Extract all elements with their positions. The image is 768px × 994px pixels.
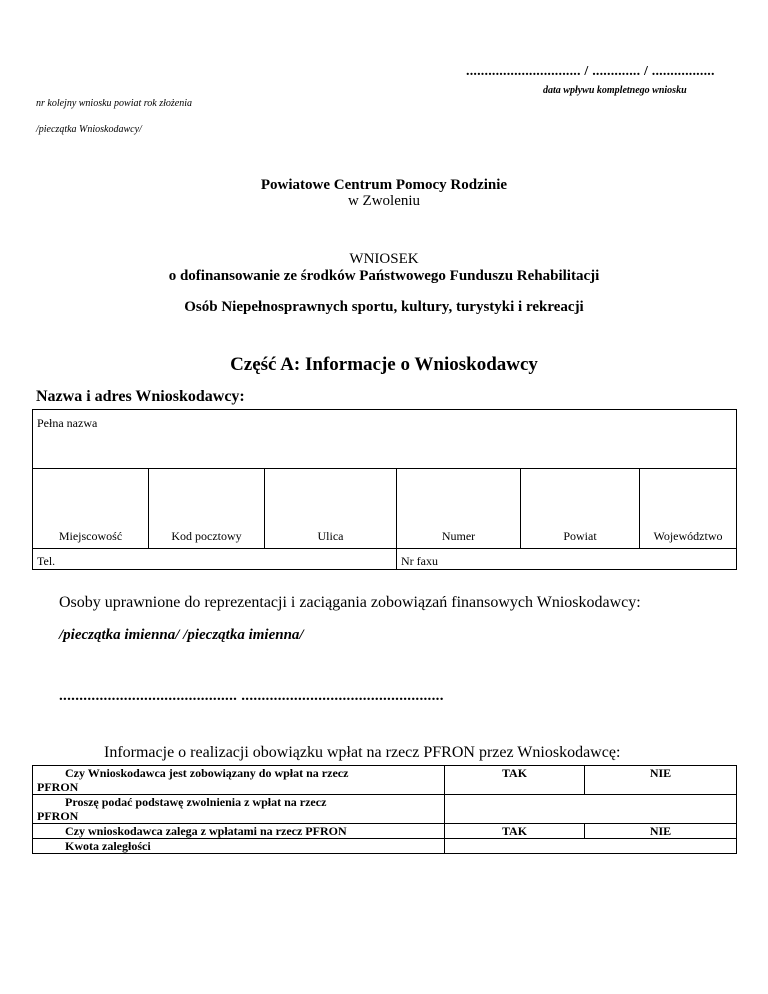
organization-city: w Zwoleniu — [347, 193, 421, 209]
phone-field[interactable] — [33, 549, 397, 570]
pfron-question-3 — [33, 824, 445, 839]
pfron-question-4 — [33, 839, 445, 854]
voivodeship-label: Województwo — [653, 529, 723, 543]
document-subtitle-2: Osób Niepełnosprawnych sportu, kultury, turystyki i rekreacji — [184, 299, 584, 315]
pfron-question-1 — [33, 766, 445, 795]
table-row — [33, 824, 737, 839]
pfron-table — [32, 765, 737, 854]
table-row — [33, 795, 737, 824]
tak-option-2[interactable]: TAK — [445, 824, 585, 839]
question-text: PFRON — [37, 780, 79, 794]
intake-date-label: data wpływu kompletnego wniosku — [543, 85, 687, 96]
phone-label: Tel. — [37, 554, 56, 568]
document-subtitle-1: o dofinansowanie ze środków Państwowego Funduszu Rehabilitacji — [168, 268, 600, 284]
table-row — [33, 766, 737, 795]
exemption-basis-field[interactable] — [445, 795, 737, 824]
applicant-stamp-label: /pieczątka Wnioskodawcy/ — [36, 124, 142, 135]
pfron-heading: Informacje o realizacji obowiązku wpłat na rzecz PFRON przez Wnioskodawcę: — [104, 744, 621, 761]
fax-field[interactable] — [397, 549, 737, 570]
tak-option-1[interactable]: TAK — [445, 766, 585, 795]
question-text: PFRON — [37, 809, 79, 823]
county-label: Powiat — [563, 529, 597, 543]
voivodeship-field[interactable] — [640, 469, 737, 549]
name-address-heading: Nazwa i adres Wnioskodawcy: — [36, 388, 245, 405]
pfron-question-2 — [33, 795, 445, 824]
postal-code-field[interactable] — [149, 469, 265, 549]
fax-label: Nr faxu — [401, 554, 438, 568]
applicant-address-table — [32, 409, 737, 570]
city-field[interactable] — [33, 469, 149, 549]
document-title: WNIOSEK — [349, 251, 419, 267]
street-field[interactable] — [265, 469, 397, 549]
table-row — [33, 839, 737, 854]
question-text: Czy wnioskodawca zalega z wpłatami na rzecz PFRON — [65, 824, 347, 838]
intake-date-dots: ............................... / ............. / ................. — [466, 64, 715, 79]
question-text: Proszę podać podstawę zwolnienia z wpłat na rzecz — [65, 795, 327, 809]
number-field[interactable] — [397, 469, 521, 549]
arrears-amount-field[interactable] — [445, 839, 737, 854]
question-text: Kwota zaległości — [65, 839, 151, 853]
full-name-field[interactable] — [33, 410, 737, 469]
street-label: Ulica — [317, 529, 344, 543]
nie-option-2[interactable]: NIE — [585, 824, 737, 839]
city-label: Miejscowość — [58, 529, 123, 543]
nie-option-1[interactable]: NIE — [585, 766, 737, 795]
postal-code-label: Kod pocztowy — [171, 529, 242, 543]
organization-name: Powiatowe Centrum Pomocy Rodzinie — [260, 177, 508, 193]
part-a-heading: Część A: Informacje o Wnioskodawcy — [230, 354, 538, 375]
authorized-persons-label: Osoby uprawnione do reprezentacji i zaciągania zobowiązań finansowych Wnioskodawcy: — [59, 594, 641, 611]
application-number-label: nr kolejny wniosku powiat rok złożenia — [36, 98, 193, 109]
county-field[interactable] — [521, 469, 640, 549]
number-label: Numer — [441, 529, 476, 543]
name-stamps-label: /pieczątka imienna/ /pieczątka imienna/ — [59, 627, 304, 643]
signature-dots: ............................................ .................................................. — [59, 688, 444, 704]
full-name-label: Pełna nazwa — [37, 416, 98, 430]
question-text: Czy Wnioskodawca jest zobowiązany do wpłat na rzecz — [65, 766, 349, 780]
